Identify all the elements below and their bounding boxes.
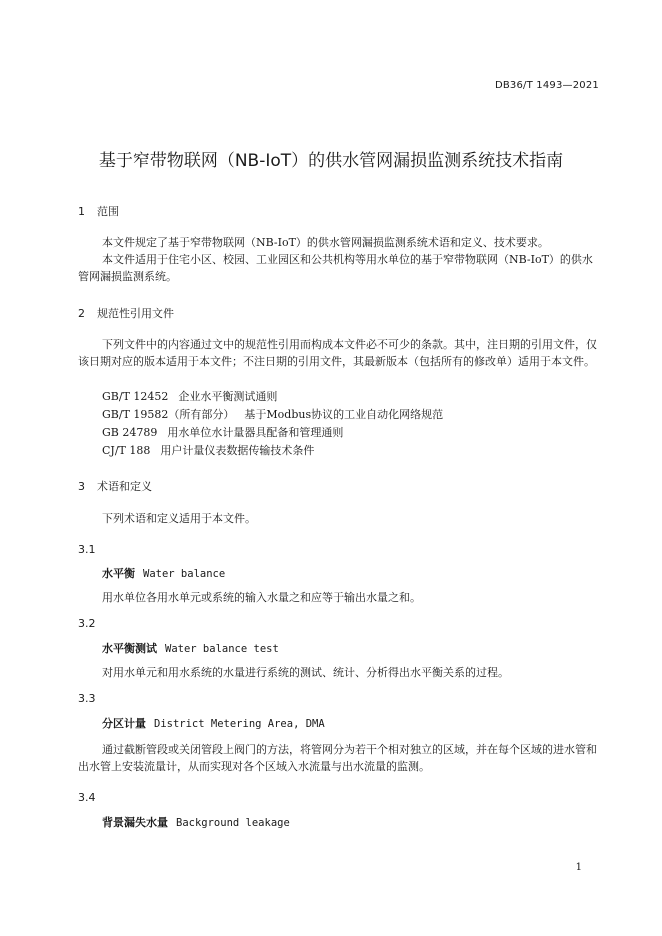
term-zh: 水平衡测试 bbox=[102, 642, 157, 655]
paragraph: 本文件规定了基于窄带物联网（NB-IoT）的供水管网漏损监测系统术语和定义、技术要求。 bbox=[102, 236, 549, 249]
section-title: 范围 bbox=[97, 205, 119, 218]
reference-item bbox=[102, 388, 277, 404]
paragraph: 下列术语和定义适用于本文件。 bbox=[102, 512, 256, 525]
term-number: 3.2 bbox=[78, 617, 96, 630]
reference-item bbox=[102, 406, 443, 422]
term-en: District Metering Area, DMA bbox=[154, 718, 325, 730]
section-number: 1 bbox=[78, 205, 85, 218]
term-number: 3.4 bbox=[78, 791, 96, 804]
paragraph: 下列文件中的内容通过文中的规范性引用而构成本文件必不可少的条款。其中，注日期的引用文件，仅该日期对应的版本适用于本文件；不注日期的引用文件，其最新版本（包括所有的修改单）适用于本文件。 bbox=[78, 338, 597, 368]
document-title: 基于窄带物联网（NB-IoT）的供水管网漏损监测系统技术指南 bbox=[98, 151, 564, 171]
section-number: 3 bbox=[78, 480, 85, 493]
term-en: Water balance bbox=[143, 568, 226, 580]
reference-item bbox=[102, 442, 314, 458]
term-en: Background leakage bbox=[176, 817, 290, 829]
reference-title: 用水单位水计量器具配备和管理通则 bbox=[167, 426, 344, 439]
section-1-heading bbox=[78, 203, 119, 219]
section-title: 术语和定义 bbox=[97, 480, 152, 493]
term-definition bbox=[78, 741, 599, 775]
reference-title: 基于Modbus协议的工业自动化网络规范 bbox=[244, 408, 444, 421]
definition-text: 用水单位各用水单元或系统的输入水量之和应等于输出水量之和。 bbox=[102, 591, 421, 604]
paragraph: 本文件适用于住宅小区、校园、工业园区和公共机构等用水单位的基于窄带物联网（NB-IoT）的供水管网漏损监测系统。 bbox=[78, 253, 593, 283]
term-definition bbox=[78, 664, 599, 681]
section-number: 2 bbox=[78, 307, 85, 320]
reference-title: 企业水平衡测试通则 bbox=[178, 390, 278, 403]
definition-text: 通过截断管段或关闭管段上阀门的方法，将管网分为若干个相对独立的区域，并在每个区域的进水管和出水管上安装流量计，从而实现对各个区域入水流量与出水流量的监测。 bbox=[78, 743, 597, 773]
term-entry bbox=[102, 814, 290, 830]
reference-title: 用户计量仪表数据传输技术条件 bbox=[160, 444, 315, 457]
section-title: 规范性引用文件 bbox=[97, 307, 174, 320]
section-3-intro bbox=[78, 510, 599, 527]
term-zh: 水平衡 bbox=[102, 567, 135, 580]
page-number: 1 bbox=[575, 862, 582, 873]
section-1-body bbox=[78, 234, 599, 285]
term-entry bbox=[102, 640, 279, 656]
reference-code: GB/T 19582（所有部分） bbox=[102, 408, 235, 421]
term-number: 3.3 bbox=[78, 692, 96, 705]
definition-text: 对用水单元和用水系统的水量进行系统的测试、统计、分析得出水平衡关系的过程。 bbox=[102, 666, 509, 679]
term-zh: 分区计量 bbox=[102, 717, 146, 730]
reference-code: CJ/T 188 bbox=[102, 444, 151, 457]
reference-code: GB/T 12452 bbox=[102, 390, 169, 403]
reference-code: GB 24789 bbox=[102, 426, 158, 439]
section-3-heading bbox=[78, 478, 152, 494]
term-definition bbox=[78, 589, 599, 606]
term-en: Water balance test bbox=[165, 643, 279, 655]
reference-item bbox=[102, 424, 343, 440]
section-2-heading bbox=[78, 305, 174, 321]
document-code: DB36/T 1493—2021 bbox=[494, 80, 599, 91]
section-2-intro bbox=[78, 336, 599, 370]
term-entry bbox=[102, 715, 325, 731]
term-zh: 背景漏失水量 bbox=[102, 816, 168, 829]
term-number: 3.1 bbox=[78, 543, 96, 556]
term-entry bbox=[102, 565, 225, 581]
